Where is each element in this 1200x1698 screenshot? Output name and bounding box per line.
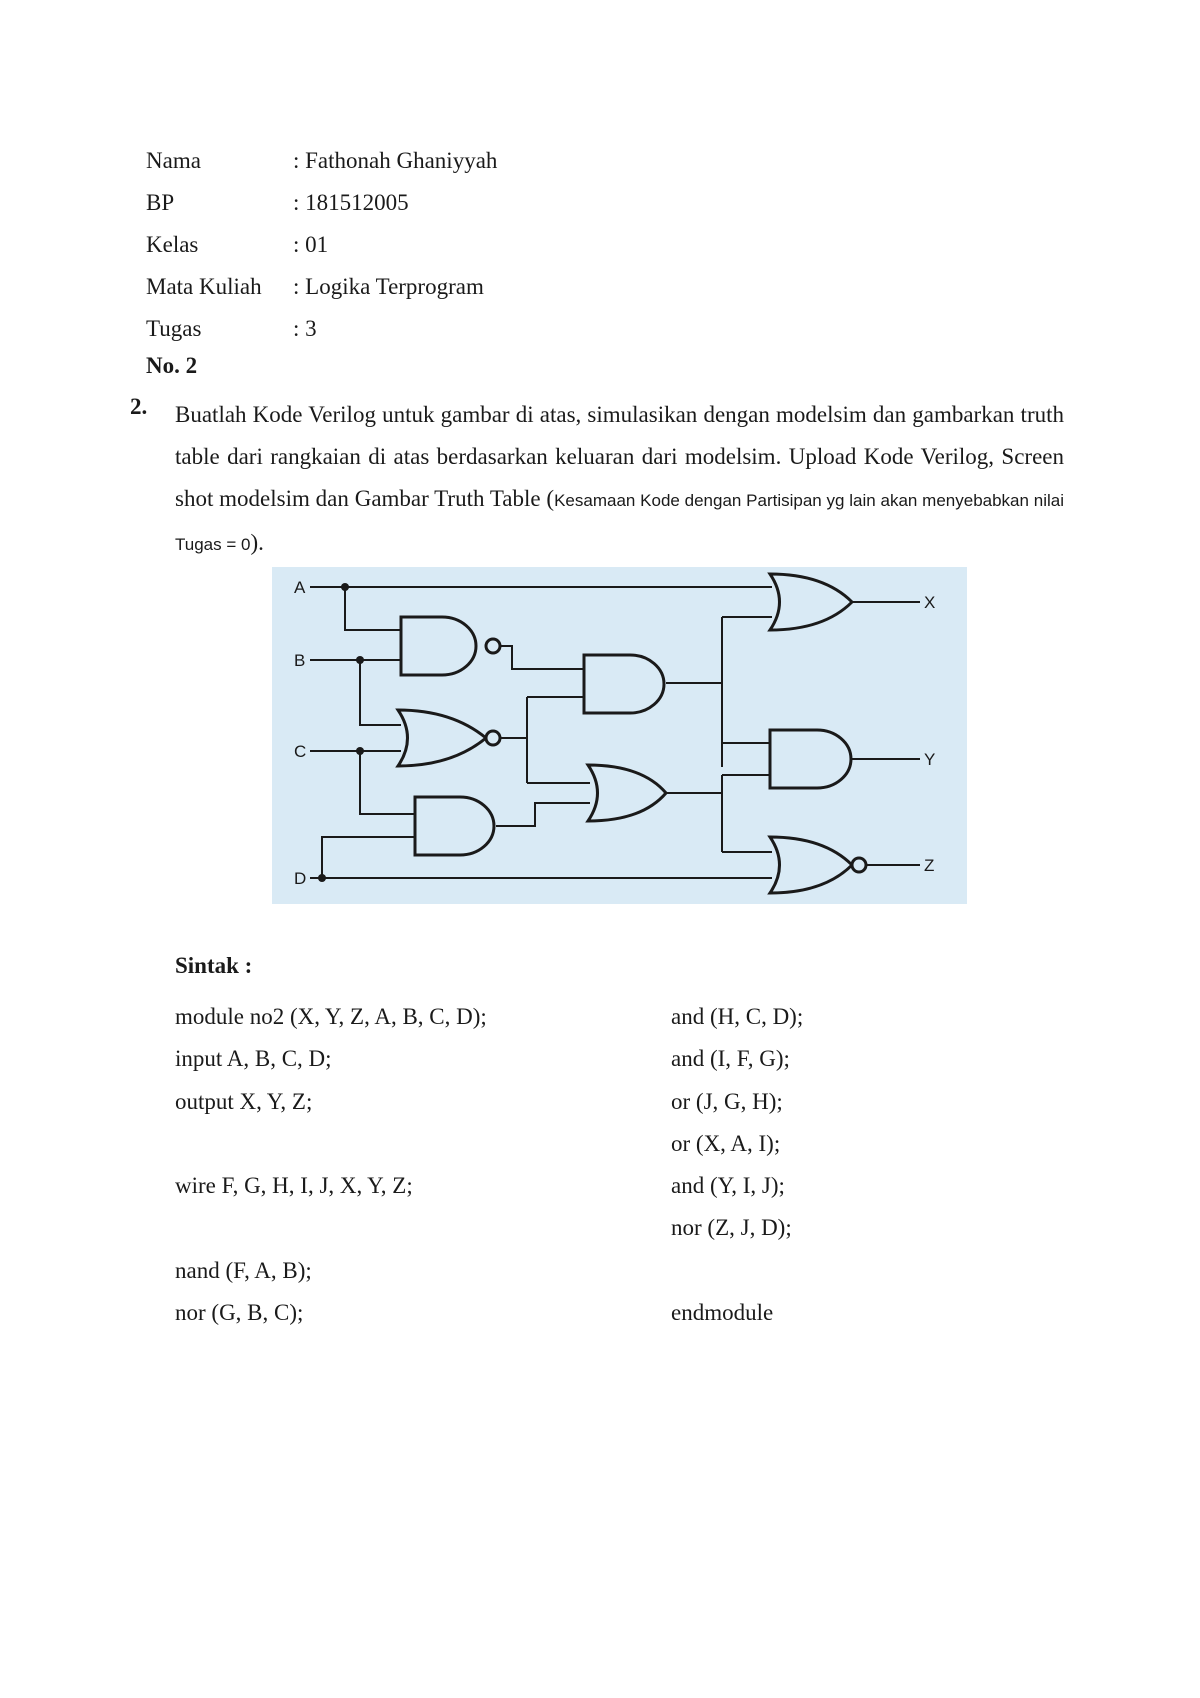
info-row-bp xyxy=(146,182,497,224)
info-value: : 01 xyxy=(293,232,329,257)
question-heading: No. 2 xyxy=(146,353,198,378)
code-column-right xyxy=(671,996,803,1334)
code-column-left xyxy=(175,996,487,1334)
logic-circuit-diagram xyxy=(272,567,967,904)
info-value: : 3 xyxy=(293,316,317,341)
and-gate-h xyxy=(415,797,494,855)
info-label: BP xyxy=(146,190,175,215)
code-line: and (I, F, G); xyxy=(671,1046,790,1072)
question-note: Kesamaan Kode dengan Partisipan yg lain akan menyebabkan nilai Tugas = 0 xyxy=(175,491,1064,554)
code-line: nor (Z, J, D); xyxy=(671,1215,792,1241)
code-line: or (J, G, H); xyxy=(671,1088,783,1114)
output-label-y: Y xyxy=(924,750,936,769)
info-row-kelas xyxy=(146,224,497,266)
code-line: wire F, G, H, I, J, X, Y, Z; xyxy=(175,1173,413,1199)
info-row-tugas xyxy=(146,308,497,350)
info-label: Kelas xyxy=(146,232,199,257)
code-line: or (X, A, I); xyxy=(671,1130,781,1156)
input-label-b: B xyxy=(294,651,306,670)
input-label-d: D xyxy=(294,869,307,888)
code-line xyxy=(671,1250,803,1292)
input-label-a: A xyxy=(294,578,306,597)
sintak-heading: Sintak : xyxy=(175,953,253,978)
question-text xyxy=(175,394,1064,566)
code-line: endmodule xyxy=(671,1300,774,1326)
input-label-c: C xyxy=(294,742,307,761)
question-number: 2. xyxy=(130,394,148,419)
question-closing: ). xyxy=(250,530,264,555)
diagram-background xyxy=(272,567,967,904)
info-value: : Fathonah Ghaniyyah xyxy=(293,148,498,173)
info-row-mata-kuliah xyxy=(146,266,497,308)
code-line: and (Y, I, J); xyxy=(671,1173,785,1199)
code-line: and (H, C, D); xyxy=(671,1004,804,1029)
output-label-z: Z xyxy=(924,856,935,875)
code-line: module no2 (X, Y, Z, A, B, C, D); xyxy=(175,1004,487,1029)
question-body: Buatlah Kode Verilog untuk gambar di atas, simulasikan dengan modelsim dan gambarkan truth table dari rangkaian di atas berdasarkan keluaran dari modelsim. Upload Kode Verilog, Screen shot modelsim dan Gambar Truth Table ( xyxy=(175,402,1064,511)
student-info xyxy=(146,140,497,350)
code-line: nand (F, A, B); xyxy=(175,1257,312,1283)
info-value: : 181512005 xyxy=(293,190,409,215)
code-line xyxy=(175,1207,487,1249)
nand-gate-f xyxy=(401,617,476,675)
code-line: output X, Y, Z; xyxy=(175,1088,313,1114)
and-gate-y xyxy=(770,730,851,788)
code-line: input A, B, C, D; xyxy=(175,1046,332,1072)
nand-bubble xyxy=(486,639,500,653)
info-label: Mata Kuliah xyxy=(146,274,262,299)
and-gate-i xyxy=(584,655,664,713)
info-row-nama xyxy=(146,140,497,182)
info-label: Nama xyxy=(146,148,201,173)
code-line: nor (G, B, C); xyxy=(175,1300,304,1326)
code-line xyxy=(175,1123,487,1165)
nor-bubble xyxy=(486,731,500,745)
info-value: : Logika Terprogram xyxy=(293,274,484,299)
info-label: Tugas xyxy=(146,316,202,341)
nor-bubble xyxy=(852,858,866,872)
output-label-x: X xyxy=(924,593,936,612)
